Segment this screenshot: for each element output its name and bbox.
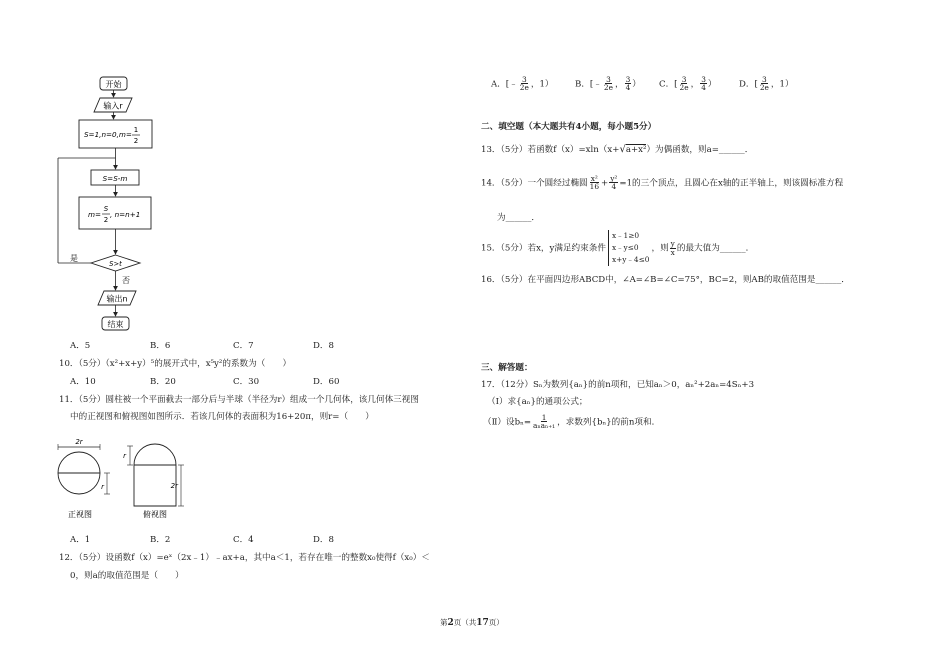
q17-part2: （Ⅱ）设bₙ= $\frac{1}{\text{aₙaₙ₊₁}}$ ，求数列{bₙ}的前n项和．: [483, 413, 661, 431]
section2-title: 二、填空题（本大题共有4小题，每小题5分）: [481, 122, 657, 132]
front-view-r-label: r: [101, 483, 104, 491]
q11-option-a: A．1: [70, 535, 91, 545]
flow-end-label: 结束: [107, 320, 124, 329]
flow-no-label: 否: [122, 276, 130, 285]
q10-option-b: B．20: [150, 377, 176, 387]
three-view-figure: [52, 432, 202, 524]
flow-step2-m: m=: [88, 210, 102, 219]
top-view-2r-label: 2r: [170, 482, 178, 490]
q12-option-c: C．[ $\frac{3}{2e}$ ， $\frac{3}{4}$ ）: [659, 75, 717, 93]
q14-line1: 14．（5分）一个圆经过椭圆 $\frac{\text{x²}}{16}$ + $\frac{\text{y²}}{4}$ =1的三个顶点，且圆心在x轴的正半轴上，则该圆标准方程: [481, 174, 844, 192]
q10-text: 10．（5分）（x²+x+y）⁵的展开式中，x⁵y²的系数为（ ）: [59, 359, 292, 369]
section3-title: 三、解答题：: [481, 363, 533, 373]
q12-line2: 0，则a的取值范围是（ ）: [70, 571, 184, 581]
q12-option-b: B．[﹣ $\frac{3}{2e}$ ， $\frac{3}{4}$ ）: [575, 75, 641, 93]
q12-line1: 12．（5分）设函数f（x）=eˣ（2x﹣1）﹣ax+a，其中a＜1，若存在唯一的整数x₀使得f（x₀）＜: [59, 553, 430, 563]
q11-option-b: B．2: [150, 535, 171, 545]
q10-option-c: C．30: [233, 377, 260, 387]
flow-start-label: 开始: [105, 80, 122, 89]
q15: 15．（5分）若x，y满足约束条件x﹣1≥0 x﹣y≤0 x+y﹣4≤0，则 $\frac{y}{x}$ 的最大值为______．: [481, 231, 755, 264]
q10-option-a: A．10: [70, 377, 96, 387]
q11-line1: 11．（5分）圆柱被一个平面截去一部分后与半球（半径为r）组成一个几何体，该几何体三视图: [59, 395, 419, 405]
q12-option-a: A．[﹣ $\frac{3}{2e}$ ，1）: [491, 75, 554, 93]
q9-option-d: D．8: [313, 341, 334, 351]
q11-option-d: D．8: [313, 535, 334, 545]
page-footer: 第2页（共17页）: [440, 618, 504, 628]
flow-input-label: 输入r: [103, 101, 123, 111]
flowchart: [50, 70, 220, 338]
flow-init-frac-den: 2: [133, 137, 139, 145]
flow-output-label: 输出n: [106, 294, 128, 304]
flow-decision-label: S>t: [109, 260, 122, 268]
top-view-caption: 俯视图: [143, 510, 167, 519]
flow-init-frac-num: 1: [133, 126, 139, 134]
q11-line2: 中的正视图和俯视图如图所示．若该几何体的表面积为16+20π，则r=（ ）: [70, 412, 374, 422]
q10-option-d: D．60: [313, 377, 340, 387]
q11-option-c: C．4: [233, 535, 254, 545]
q14-line2: 为______．: [497, 213, 540, 223]
q9-option-c: C．7: [233, 341, 254, 351]
top-view-shape: [134, 444, 176, 506]
q9-option-b: B．6: [150, 341, 171, 351]
flow-step2-frac-num: S: [103, 205, 109, 213]
q17-part1: （I）求{aₙ}的通项公式；: [487, 397, 588, 407]
flow-step2-n: , n=n+1: [110, 210, 141, 219]
top-view-r-label: r: [123, 452, 126, 460]
front-view-2r-label: 2r: [75, 438, 83, 446]
q13: 13．（5分）若函数f（x）=xln（x+√a+x²）为偶函数，则a=______．: [481, 144, 754, 155]
flow-step2-frac-den: 2: [103, 216, 109, 224]
flow-init-label: S=1,n=0,m=: [84, 130, 132, 139]
q17: 17．（12分）Sₙ为数列{aₙ}的前n项和，已知aₙ＞0，aₙ²+2aₙ=4Sₙ+3: [481, 380, 755, 390]
flow-yes-label: 是: [70, 254, 78, 263]
q12-option-d: D．[ $\frac{3}{2e}$ ，1）: [739, 75, 794, 93]
q15-constraint-system: x﹣1≥0 x﹣y≤0 x+y﹣4≤0: [608, 230, 650, 266]
flow-step1-label: S=S-m: [102, 174, 128, 183]
q9-option-a: A．5: [70, 341, 91, 351]
front-view-caption: 正视图: [68, 510, 92, 519]
q16: 16．（5分）在平面四边形ABCD中，∠A=∠B=∠C=75°，BC=2，则AB的取值范围是______．: [481, 275, 850, 285]
